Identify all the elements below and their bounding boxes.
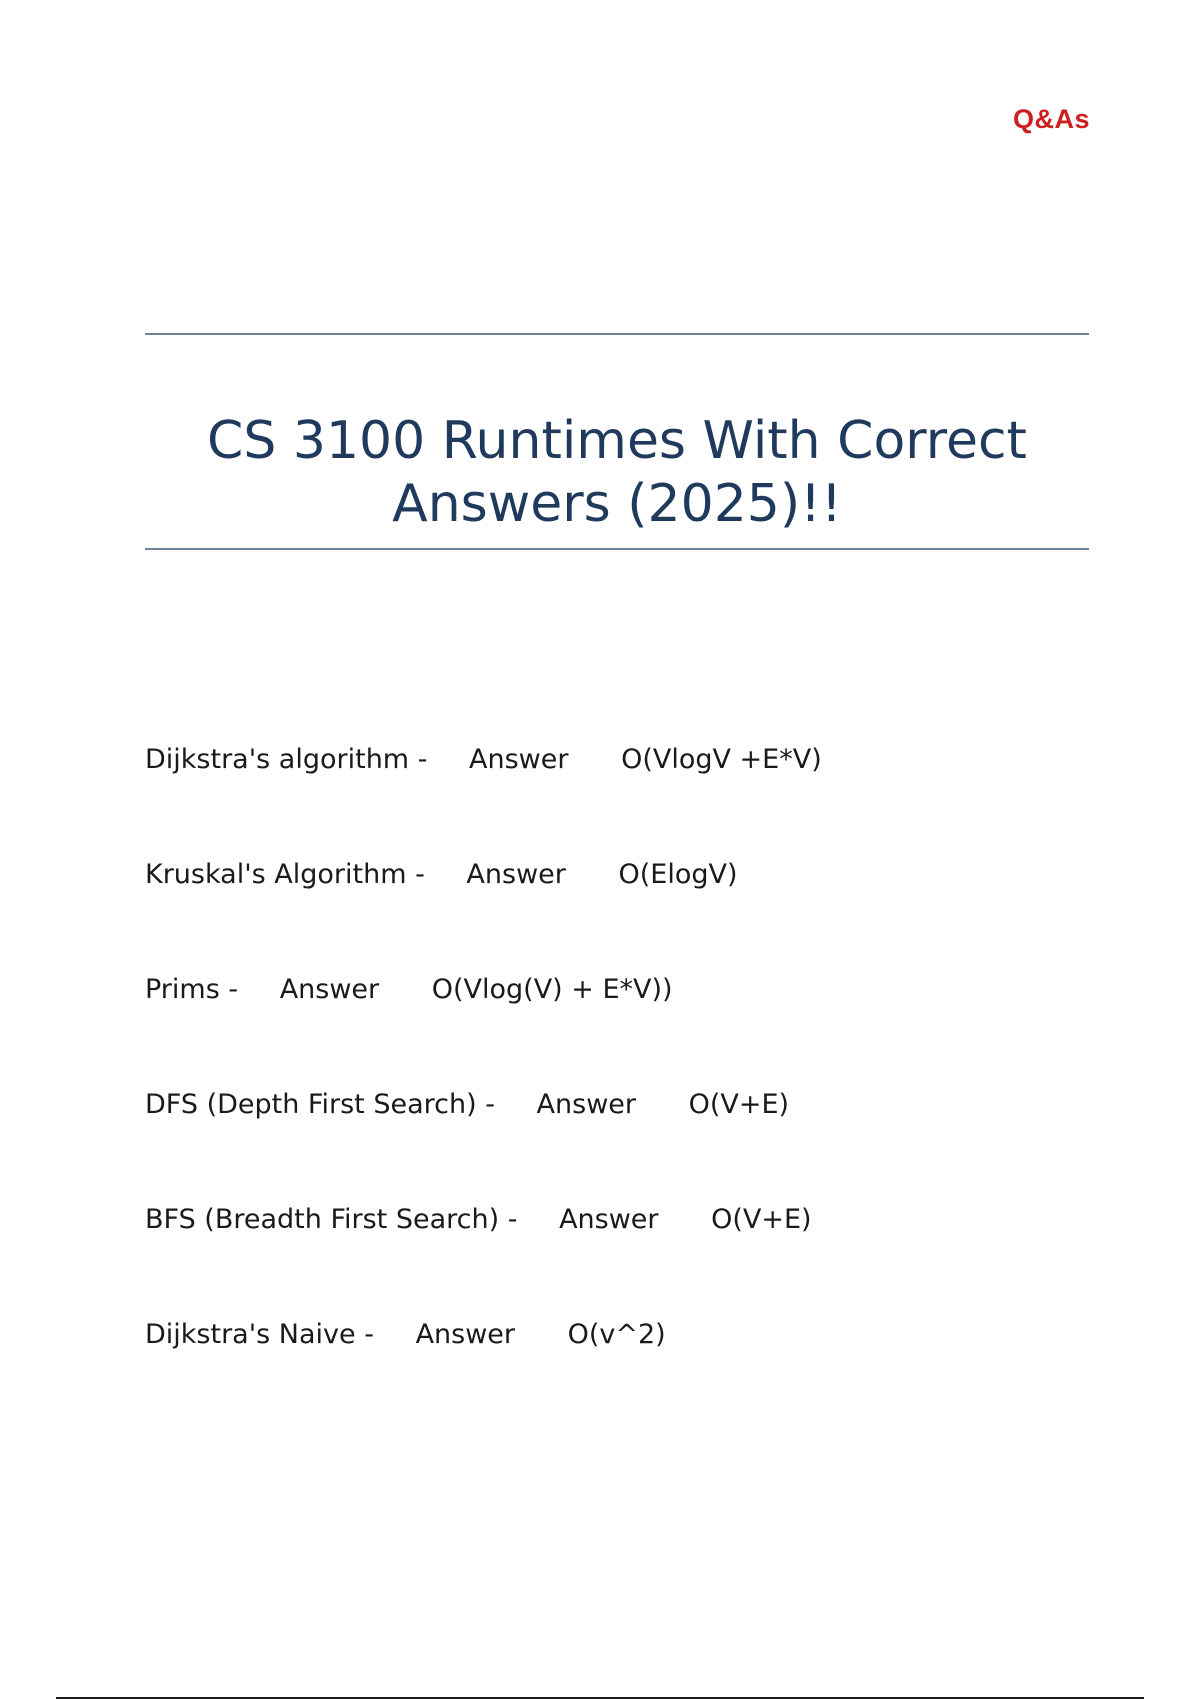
qa-question: Kruskal's Algorithm - (145, 859, 425, 890)
qa-answer-label: Answer (469, 744, 569, 775)
qa-question: Dijkstra's algorithm - (145, 744, 428, 775)
qa-answer: O(v^2) (567, 1319, 666, 1350)
qa-answer-label: Answer (536, 1089, 636, 1120)
qa-item-prims (145, 975, 1089, 1090)
qa-answer: O(V+E) (711, 1204, 812, 1235)
qa-item-dfs (145, 1090, 1089, 1205)
qa-answer-label: Answer (466, 859, 566, 890)
qa-question: Dijkstra's Naive - (145, 1319, 374, 1350)
qa-item-bfs (145, 1205, 1089, 1320)
title-bottom-divider (145, 548, 1089, 550)
footer-divider (56, 1697, 1144, 1699)
qa-list (145, 745, 1089, 1435)
qa-item-dijkstra-naive (145, 1320, 1089, 1435)
header-tag: Q&As (1012, 104, 1090, 134)
qa-answer: O(Vlog(V) + E*V)) (431, 974, 673, 1005)
qa-answer: O(ElogV) (618, 859, 738, 890)
qa-question: Prims - (145, 974, 239, 1005)
qa-answer-label: Answer (415, 1319, 516, 1350)
title-top-divider (145, 333, 1089, 335)
qa-answer: O(VlogV +E*V) (621, 744, 822, 775)
qa-question: DFS (Depth First Search) - (145, 1089, 495, 1120)
qa-item-kruskal (145, 860, 1089, 975)
qa-question: BFS (Breadth First Search) - (145, 1204, 518, 1235)
qa-answer: O(V+E) (688, 1089, 790, 1120)
qa-item-dijkstra (145, 745, 1089, 860)
qa-answer-label: Answer (279, 974, 380, 1005)
document-title: CS 3100 Runtimes With Correct Answers (2025)!! (207, 411, 1027, 534)
qa-answer-label: Answer (559, 1204, 659, 1235)
